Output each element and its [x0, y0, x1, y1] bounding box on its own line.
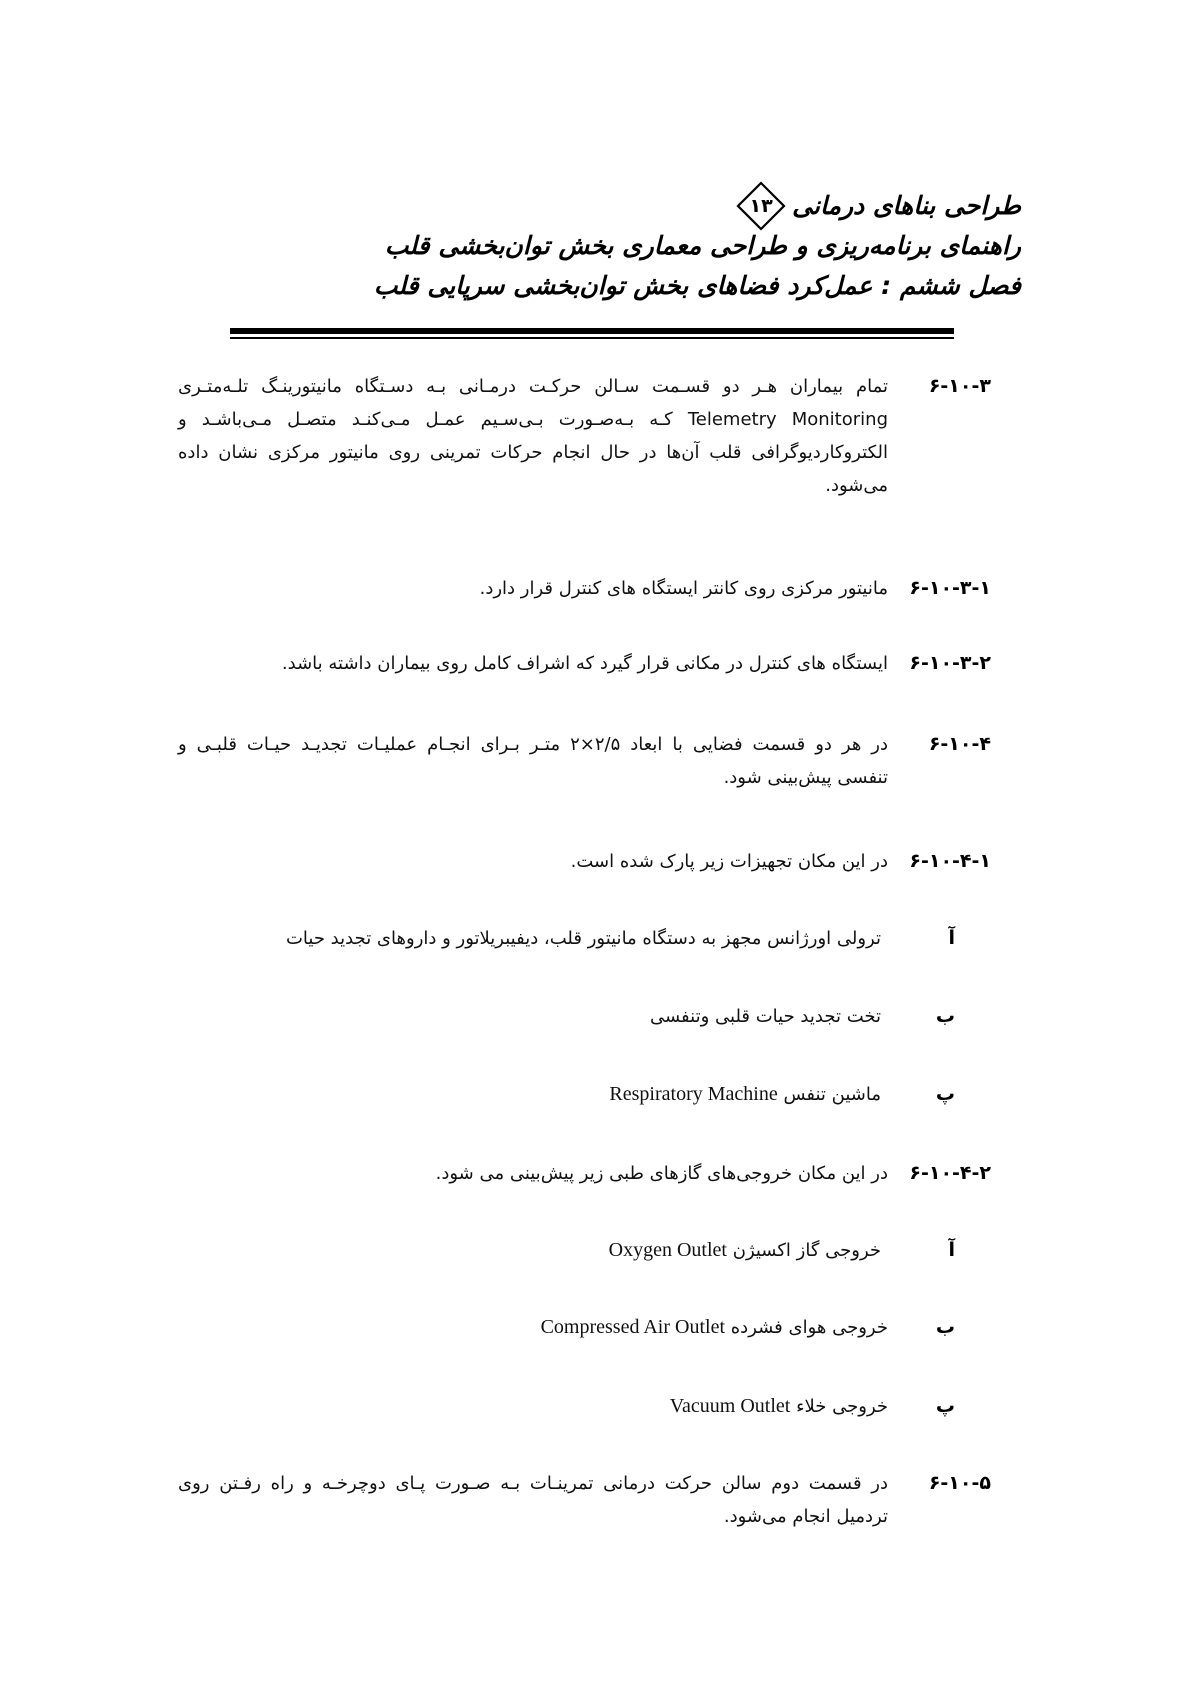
section-text: در این مکان تجهیزات زیر پارک شده است. [570, 851, 888, 872]
list-marker: آ [948, 1239, 955, 1261]
list-marker: پ [935, 1395, 955, 1417]
section-number: ۶-۱۰-۳-۱ [909, 577, 991, 599]
paragraph-line: در قسمت دوم سالن حرکت درمانی تمرینـات بـه صـورت پـای دوچرخـه و راه رفـتن روی [178, 1473, 888, 1494]
list-marker: ب [935, 1316, 955, 1338]
section-text: در این مکان خروجی‌های گازهای طبی زیر پیش‌بینی می شود. [435, 1163, 888, 1184]
header-line-3: فصل ششم : عمل‌کرد فضاهای بخش توان‌بخشی سرپایی قلب [373, 271, 1021, 300]
list-item-latin: Vacuum Outlet [669, 1395, 791, 1417]
list-item-latin: Oxygen Outlet [608, 1239, 727, 1261]
list-marker: ب [935, 1005, 955, 1027]
section-paragraph [178, 370, 888, 502]
page-number-badge [736, 181, 786, 231]
list-item-latin: Compressed Air Outlet [540, 1316, 726, 1338]
list-item [288, 1390, 888, 1423]
list-item-text: ماشین تنفس [783, 1084, 881, 1105]
section-text: ایستگاه های کنترل در مکانی قرار گیرد که اشراف کامل روی بیماران داشته باشد. [281, 653, 888, 674]
section-text: مانیتور مرکزی روی کانتر ایستگاه های کنترل قرار دارد. [479, 578, 888, 599]
paragraph-line: در هر دو قسمت فضایی با ابعاد ۲/۵×۲ متـر بـرای انجـام عملیـات تجدیـد حیـات قلبـی و [178, 734, 888, 755]
paragraph-line: الکتروکاردیوگرافی قلب آن‌ها در حال انجام حرکات تمرینی روی مانیتور مرکزی نشان داده [178, 442, 888, 463]
header-divider-thin [230, 337, 954, 339]
paragraph-line: می‌شود. [825, 475, 888, 496]
section-number: ۶-۱۰-۴-۱ [909, 850, 991, 872]
section-number: ۶-۱۰-۴ [928, 733, 991, 755]
list-item-text: خروجی گاز اکسیژن [732, 1240, 881, 1261]
section-number: ۶-۱۰-۴-۲ [909, 1162, 991, 1184]
section-number: ۶-۱۰-۵ [928, 1472, 991, 1494]
paragraph-line: تمام بیماران هـر دو قسـمت سـالن حرکـت درمـانی بـه دسـتگاه مانیتورینـگ تلـه‌متـری [178, 376, 888, 397]
list-item: تخت تجدید حیات قلبی وتنفسی [649, 1006, 881, 1027]
list-item [288, 1311, 888, 1344]
section-number: ۶-۱۰-۳ [928, 375, 991, 397]
list-item [281, 1234, 881, 1267]
header-line-2: راهنمای برنامه‌ریزی و طراحی معماری بخش توان‌بخشی قلب [384, 231, 1021, 260]
page-header [261, 186, 1021, 306]
paragraph-line: Telemetry Monitoring کـه بـه‌صـورت بـی‌سـیم عمـل مـی‌کنـد متصـل مـی‌باشـد و [178, 409, 888, 430]
page-number: ۱۳ [749, 195, 773, 217]
list-item-text: خروجی خلاء [796, 1396, 888, 1417]
list-marker: آ [948, 927, 955, 949]
section-paragraph [178, 728, 888, 794]
paragraph-line: تردمیل انجام می‌شود. [723, 1506, 888, 1527]
list-item-latin: Respiratory Machine [609, 1083, 778, 1105]
section-number: ۶-۱۰-۳-۲ [909, 652, 991, 674]
list-item [281, 1078, 881, 1111]
paragraph-line: تنفسی پیش‌بینی شود. [723, 767, 888, 788]
list-item-text: خروجی هوای فشرده [730, 1317, 888, 1338]
list-marker: پ [935, 1083, 955, 1105]
section-paragraph [178, 1467, 888, 1533]
header-line-1 [261, 186, 1021, 226]
book-title: طراحی بناهای درمانی [792, 191, 1021, 220]
header-divider-thick [230, 328, 954, 334]
list-item: ترولی اورژانس مجهز به دستگاه مانیتور قلب، دیفیبریلاتور و داروهای تجدید حیات [285, 928, 881, 949]
